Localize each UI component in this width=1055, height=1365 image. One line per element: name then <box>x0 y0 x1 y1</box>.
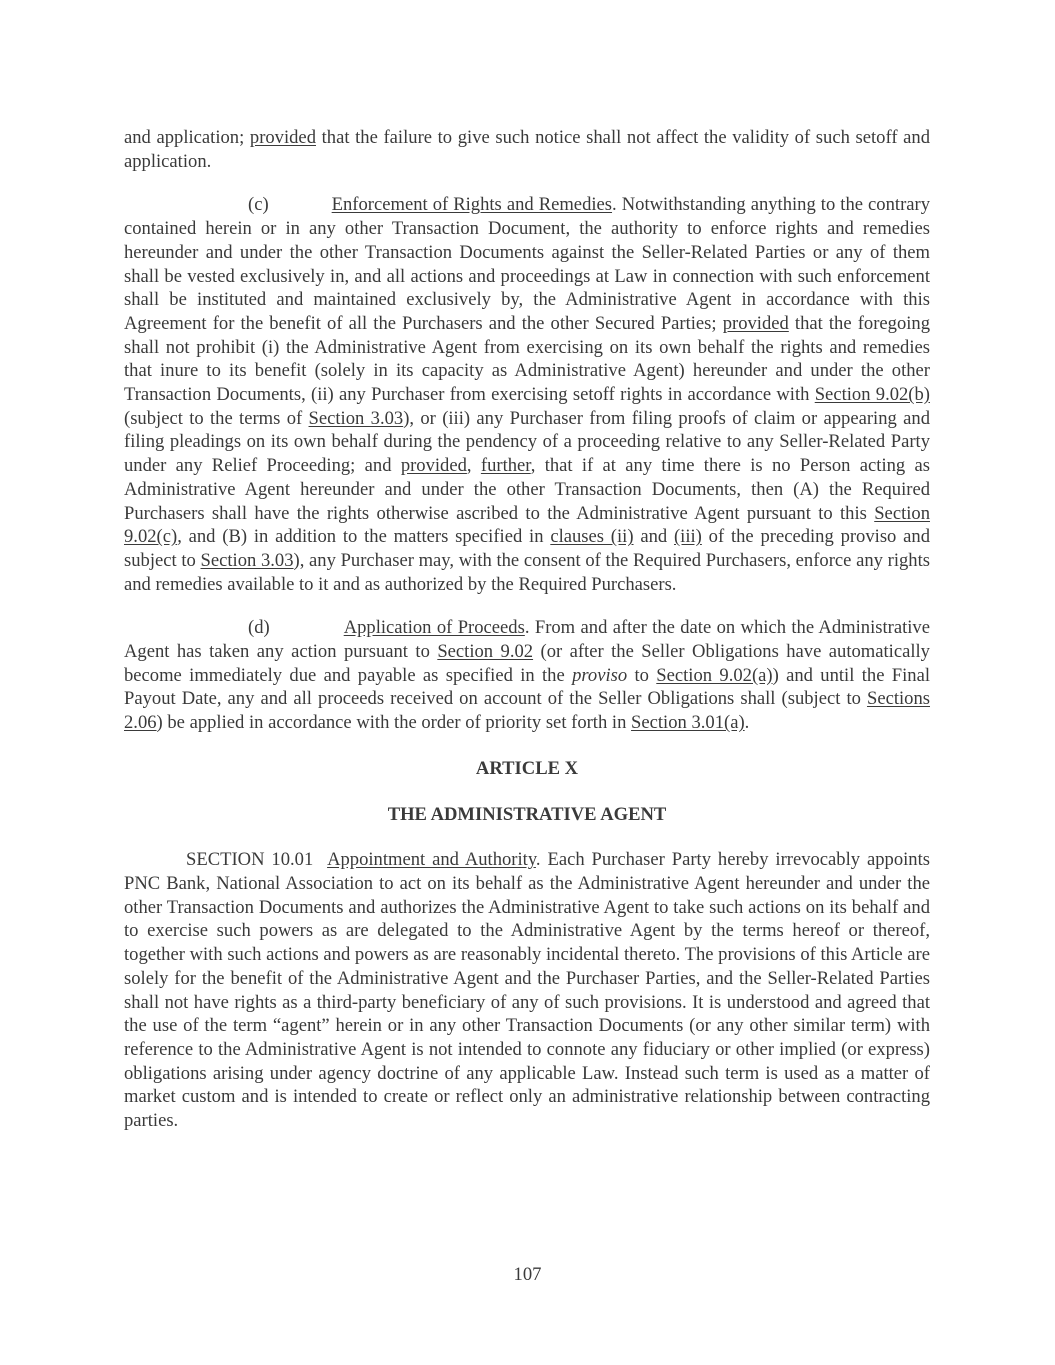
intro-paragraph <box>124 126 930 173</box>
proviso-term: proviso <box>572 664 628 686</box>
paragraph-text: that the foregoing shall not prohibit (i) the Administrative Agent from exercising on its own behalf the rights and remedies that inure to its benefit (solely in its capacity as Administrative Agent) hereunder and under the other Transaction Documents, (ii) any Purchaser from exercising setoff rights in accordance with <box>124 312 930 406</box>
article-number: ARTICLE X <box>475 757 579 779</box>
section-reference: Section 9.02(b) <box>814 384 930 406</box>
paragraph-text: (subject to the terms of <box>124 407 309 429</box>
intro-text: that the failure to give such notice shall not affect the validity of such setoff and application. <box>124 127 930 172</box>
section-reference: Section 3.03 <box>200 549 294 571</box>
document-page <box>124 126 930 1133</box>
page-number: 107 <box>513 1264 542 1285</box>
provided-term: provided <box>722 312 789 334</box>
provided-term: provided <box>249 127 316 148</box>
paragraph-text: ) and until the Final Payout Date, any and all proceeds received on account of the Seller Obligations shall (subject to <box>124 664 930 710</box>
paragraph-text: ), any Purchaser may, with the consent of the Required Purchasers, enforce any rights and remedies available to it and as authorized by the Required Purchasers. <box>124 549 930 595</box>
section-reference: Section 9.02(c) <box>124 502 930 548</box>
article-title: THE ADMINISTRATIVE AGENT <box>387 803 667 825</box>
section-reference: Section 3.01(a) <box>631 712 745 734</box>
paragraph-label: (c) <box>248 194 269 216</box>
paragraph-c <box>124 193 930 596</box>
further-term: further <box>480 455 531 477</box>
paragraph-d <box>124 616 930 735</box>
paragraph-label: (d) <box>248 617 270 639</box>
section-text: . Each Purchaser Party hereby irrevocably appoints PNC Bank, National Association to act on its behalf as the Administrative Agent hereunder and under the other Transaction Documents and authorizes the Administrative Agent to take such actions on its behalf and to exercise such powers as are delegated to the Administrative Agent by the terms hereof or thereof, together with such actions and powers as are reasonably incidental thereto. The provisions of this Article are solely for the benefit of the Administrative Agent and the Purchaser Parties, and the Seller-Related Parties shall not have rights as a third-party beneficiary of any of such provisions. It is understood and agreed that the use of the term “agent” herein or in any other Transaction Documents (or any other similar term) with reference to the Administrative Agent is not intended to connote any fiduciary or other implied (or express) obligations arising under agency doctrine of any applicable Law. Instead such term is used as a matter of market custom and is intended to create or reflect only an administrative relationship between contracting parties. <box>124 849 930 1132</box>
paragraph-title: Enforcement of Rights and Remedies <box>331 194 613 216</box>
paragraph-text: , and (B) in addition to the matters specified in <box>177 526 551 548</box>
paragraph-text: , <box>466 455 481 477</box>
paragraph-title: Application of Proceeds <box>343 617 525 639</box>
paragraph-gap <box>124 173 930 193</box>
paragraph-gap <box>124 596 930 616</box>
clause-reference: clauses (ii) <box>550 526 634 548</box>
intro-text: and application; <box>124 127 250 148</box>
section-title: Appointment and Authority <box>327 849 536 871</box>
paragraph-text: , that if at any time there is no Person acting as Administrative Agent hereunder and under the other Transaction Documents, then (A) the Required Purchasers shall have the rights otherwise ascribed to the Administrative Agent pursuant to this <box>124 455 931 524</box>
section-reference: Section 3.03 <box>308 407 404 429</box>
section-reference: Section 9.02(a) <box>656 664 773 686</box>
clause-reference: (iii) <box>673 526 702 548</box>
section-reference: Sections 2.06 <box>124 688 930 734</box>
paragraph-text: . Notwithstanding anything to the contrary contained herein or in any other Transaction Document, the authority to enforce rights and remedies hereunder and under the other Transaction Documents against the Seller-Related Parties or any of them shall be vested exclusively in, and all actions and proceedings at Law in connection with such enforcement shall be instituted and maintained exclusively by, the Administrative Agent in accordance with this Agreement for the benefit of all the Purchasers and the other Secured Parties; <box>124 194 930 334</box>
paragraph-text: . <box>744 712 750 734</box>
provided-term: provided <box>400 455 467 477</box>
section-10-01 <box>124 848 930 1132</box>
paragraph-text: to <box>627 664 657 686</box>
paragraph-text: ) be applied in accordance with the order of priority set forth in <box>156 712 632 734</box>
paragraph-text: ), or (iii) any Purchaser from filing proofs of claim or appearing and filing pleadings on its own behalf during the pendency of a proceeding relative to any Seller-Related Party under any Relief Proceeding; and <box>124 407 930 477</box>
paragraph-text: . From and after the date on which the Administrative Agent has taken any action pursuant to <box>124 617 930 663</box>
paragraph-text: of the preceding proviso and subject to <box>124 526 930 571</box>
paragraph-text: and <box>633 526 674 548</box>
section-label: SECTION 10.01 <box>186 849 314 871</box>
section-reference: Section 9.02 <box>437 641 534 663</box>
paragraph-text: (or after the Seller Obligations have automatically become immediately due and payable as specified in the <box>124 641 930 686</box>
